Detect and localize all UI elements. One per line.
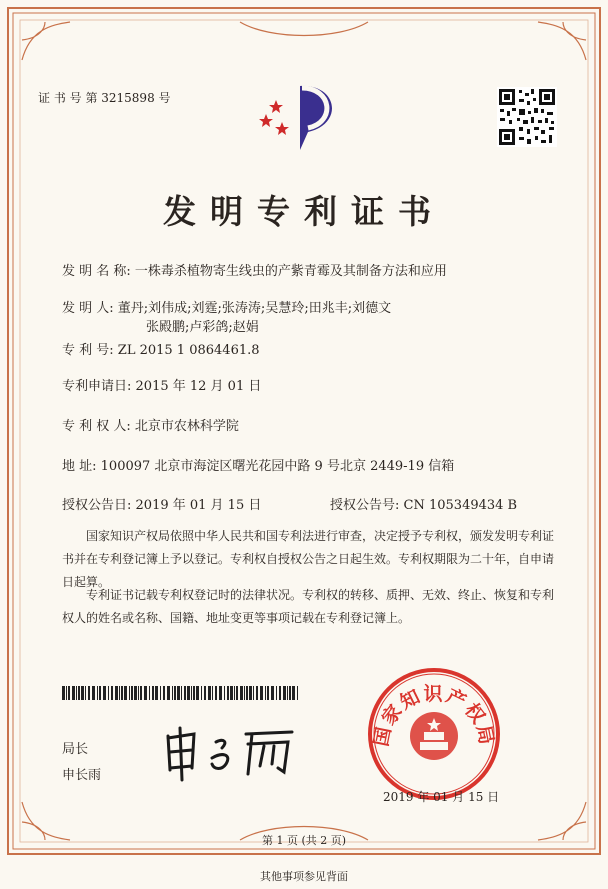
field-label: 发 明 名 称:	[62, 264, 131, 279]
field-value: CN 105349434 B	[403, 498, 518, 513]
field-label: 地 址:	[62, 459, 97, 474]
handwritten-signature	[160, 724, 300, 784]
field-label: 专利申请日:	[62, 379, 132, 394]
page-number: 第 1 页 (共 2 页)	[261, 834, 347, 847]
field-label: 专 利 权 人:	[62, 419, 131, 434]
field-value: 张殿鹏;卢彩鸽;赵娟	[146, 320, 259, 335]
footer-note: 其他事项参见背面	[260, 870, 348, 883]
field-address	[62, 457, 454, 477]
field-value: ZL 2015 1 0864461.8	[117, 343, 260, 358]
document-title: 发明专利证书	[163, 192, 445, 231]
field-value: 100097 北京市海淀区曙光花园中路 9 号北京 2449-19 信箱	[100, 459, 455, 474]
seal-date: 2019 年 01 月 15 日	[383, 790, 500, 804]
official-seal	[366, 666, 502, 802]
certificate-number: 证 书 号 第 3215898 号	[38, 91, 171, 105]
field-label: 专 利 号:	[62, 343, 114, 358]
field-label: 发 明 人:	[62, 301, 114, 316]
field-application-date	[62, 377, 261, 397]
field-value: 2019 年 01 月 15 日	[135, 498, 262, 513]
field-value: 董丹;刘伟成;刘霆;张涛涛;吴慧玲;田兆丰;刘德文	[117, 301, 392, 316]
barcode	[62, 686, 302, 702]
field-label: 授权公告日:	[62, 498, 132, 513]
field-patent-number	[62, 341, 260, 361]
patent-office-logo	[252, 78, 352, 158]
field-invention-name	[62, 262, 447, 282]
field-inventors-continued	[146, 318, 259, 338]
field-inventors	[62, 299, 391, 319]
field-grant-number	[330, 496, 517, 516]
seal-text: 国家知识产权局	[370, 683, 498, 749]
field-value: 北京市农林科学院	[134, 419, 239, 434]
statement-paragraph: 专利证书记载专利权登记时的法律状况。专利权的转移、质押、无效、终止、恢复和专利权人的姓名或名称、国籍、地址变更等事项记载在专利登记簿上。	[62, 588, 555, 625]
field-label: 授权公告号:	[330, 498, 400, 513]
signatory-title: 局长	[62, 742, 89, 757]
signatory-name: 申长雨	[62, 768, 102, 783]
qr-code	[497, 87, 557, 147]
field-patentee	[62, 417, 239, 437]
field-value: 一株毒杀植物寄生线虫的产紫青霉及其制备方法和应用	[134, 264, 447, 279]
statement-paragraph: 国家知识产权局依照中华人民共和国专利法进行审查，决定授予专利权，颁发发明专利证书并在专利登记簿上予以登记。专利权自授权公告之日起生效。专利权期限为二十年，自申请日起算。	[62, 529, 555, 589]
field-value: 2015 年 12 月 01 日	[135, 379, 262, 394]
field-grant-date	[62, 496, 261, 516]
